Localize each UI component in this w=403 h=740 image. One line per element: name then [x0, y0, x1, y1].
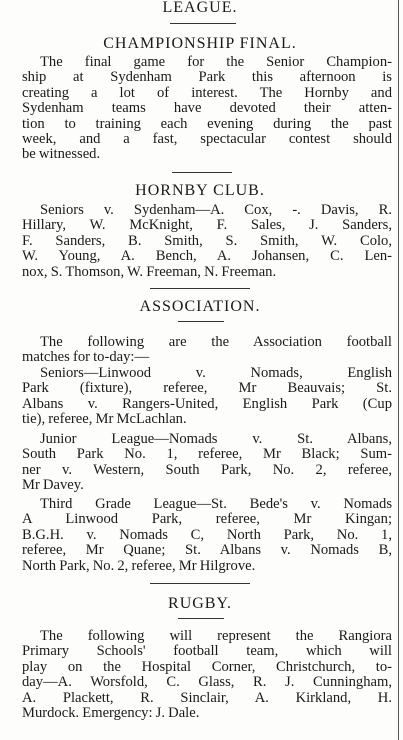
text-line: matches for to-day:—	[22, 349, 150, 366]
text-line: The following are the Association football	[40, 334, 392, 350]
text-line: ner v. Western, South Park, No. 2, referee,	[22, 461, 392, 478]
text-line: week, and a fast, spectacular contest should	[22, 131, 392, 148]
text-line: creating a lot of interest. The Hornby and	[22, 84, 392, 101]
text-line: day—A. Worsfold, C. Glass, R. J. Cunningham,	[22, 674, 392, 691]
text-line: ship at Sydenham Park this afternoon is	[22, 69, 392, 86]
text-line: Seniors—Linwood v. Nomads, English	[40, 365, 392, 381]
text-line: Mr Davey.	[22, 477, 84, 494]
text-line: referee, Mr Quane; St. Albans v. Nomads B,	[22, 542, 392, 559]
text-line: Third Grade League—St. Bede's v. Nomads	[40, 496, 392, 512]
paragraph-hornby-team	[4, 203, 392, 280]
text-line: Sydenham teams have devoted their atten-	[22, 100, 392, 117]
text-line: South Park No. 1, referee, Mr Black; Sum-	[22, 446, 392, 463]
text-line: A Linwood Park, referee, Mr Kingan;	[22, 511, 392, 528]
divider-championship	[172, 172, 232, 173]
paragraph-association-intro	[4, 335, 392, 366]
divider-rugby	[178, 618, 224, 619]
paragraph-junior-league	[4, 432, 392, 494]
text-line: be witnessed.	[22, 146, 101, 163]
heading-association: ASSOCIATION.	[139, 298, 261, 315]
text-line: tion to training each evening during the past	[22, 115, 392, 132]
divider-hornby	[150, 288, 250, 289]
text-line: The following will represent the Rangiora	[40, 628, 392, 644]
text-line: Murdock. Emergency: J. Dale.	[22, 705, 200, 722]
paragraph-rugby-team	[4, 629, 392, 721]
text-line: W. Young, A. Bench, A. Johansen, C. Len-	[22, 248, 392, 265]
text-line: B.G.H. v. Nomads C, North Park, No. 1,	[22, 526, 392, 543]
heading-championship-final: CHAMPIONSHIP FINAL.	[103, 35, 297, 52]
column-rule	[398, 0, 399, 740]
text-line: Hillary, W. McKnight, F. Sales, J. Sanders,	[22, 217, 392, 234]
text-line: North Park, No. 2, referee, Mr Hilgrove.	[22, 557, 256, 574]
text-line: F. Sanders, B. Smith, S. Smith, W. Colo,	[22, 232, 392, 249]
text-line: play on the Hospital Corner, Christchurch, to-	[22, 658, 392, 675]
heading-league: LEAGUE.	[162, 0, 238, 16]
divider-league	[170, 23, 236, 24]
paragraph-championship	[4, 55, 392, 163]
text-line: Seniors v. Sydenham—A. Cox, -. Davis, R.	[40, 202, 392, 218]
text-line: tie), referee, Mr McLachlan.	[22, 411, 187, 428]
text-line: Primary Schools' football team, which will	[22, 643, 392, 660]
text-line: Junior League—Nomads v. St. Albans,	[40, 431, 392, 447]
text-line: nox, S. Thomson, W. Freeman, N. Freeman.	[22, 263, 277, 280]
text-line: Park (fixture), referee, Mr Beauvais; St.	[22, 380, 392, 397]
paragraph-seniors	[4, 366, 392, 428]
text-line: Albans v. Rangers-United, English Park (Cup	[22, 395, 392, 412]
text-line: A. Plackett, R. Sinclair, A. Kirkland, H.	[22, 689, 392, 706]
heading-rugby: RUGBY.	[168, 595, 232, 612]
divider-association	[178, 321, 224, 322]
heading-hornby-club: HORNBY CLUB.	[135, 182, 265, 199]
text-line: The final game for the Senior Champion-	[40, 54, 392, 70]
divider-association-end	[150, 583, 250, 584]
paragraph-third-grade	[4, 497, 392, 574]
